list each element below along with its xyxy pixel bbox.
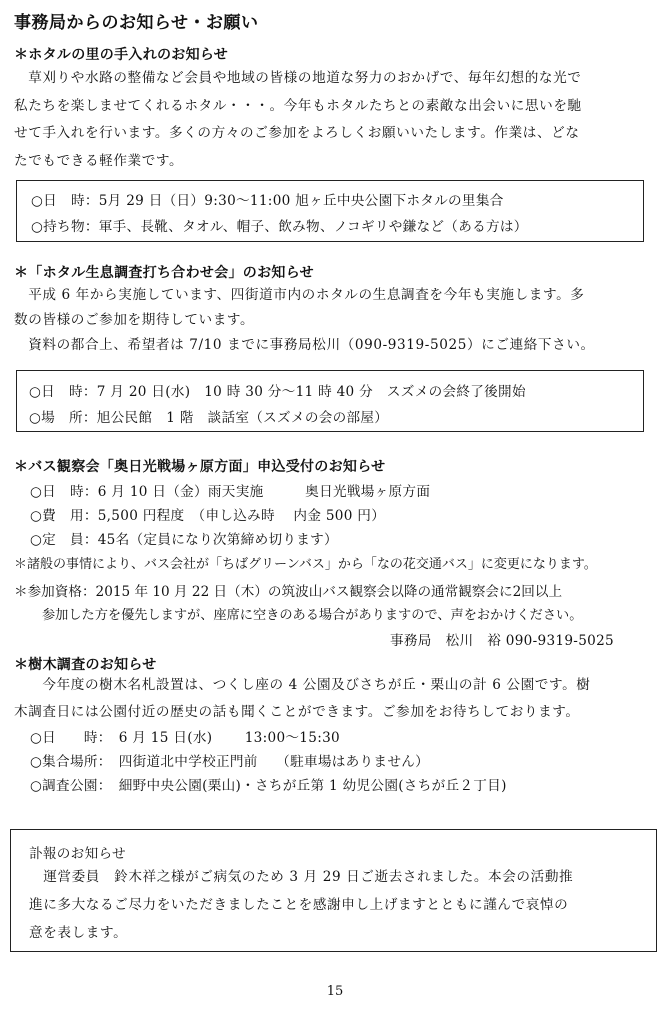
section-body-firefly-survey — [14, 283, 595, 358]
eligibility-note-continued: 参加した方を優先しますが、座席に空きのある場合がありますので、声をおかけください。 — [42, 608, 583, 623]
obituary-box — [10, 829, 657, 952]
bus-trip-cost: ○費 用：5,500 円程度 （申し込み時 内金 500 円） — [30, 508, 386, 524]
info-belongings: ○持ち物：軍手、長靴、タオル、帽子、飲み物、ノコギリや鎌など（ある方は） — [31, 219, 528, 235]
paragraph-line: 木調査日には公園付近の歴史の話も聞くことができます。ご参加をお待ちしております。 — [14, 704, 580, 720]
section-heading-bus-trip: ＊バス観察会「奥日光戦場ヶ原方面」申込受付のお知らせ — [14, 459, 386, 475]
page-number: 15 — [326, 984, 344, 999]
tree-survey-datetime: ○日 時： 6 月 15 日(水) 13:00〜15:30 — [30, 730, 340, 746]
paragraph-line: 資料の都合上、希望者は 7/10 までに事務局松川（090-9319-5025）にご連絡下さい。 — [14, 337, 595, 353]
paragraph-line: 私たちを楽しませてくれるホタル・・・。今年もホタルたちとの素敵な出会いに思いを馳 — [14, 97, 582, 114]
eligibility-note: ＊参加資格：2015 年 10 月 22 日（木）の筑波山バス観察会以降の通常観察会に2回以上 — [14, 584, 563, 600]
section-heading-firefly-survey: ＊「ホタル生息調査打ち合わせ会」のお知らせ — [14, 265, 314, 281]
tree-survey-meeting-place: ○集合場所： 四街道北中学校正門前 （駐車場はありません） — [30, 754, 430, 770]
tree-survey-parks: ○調査公園： 細野中央公園(栗山)・さちが丘第 1 幼児公園(さちが丘２丁目) — [30, 778, 507, 794]
info-box-firefly-survey — [16, 370, 644, 432]
bus-company-change-note: ＊諸般の事情により、バス会社が「ちばグリーンバス」から「なの花交通バス」に変更になります。 — [14, 557, 597, 572]
obituary-heading: 訃報のお知らせ — [29, 846, 126, 862]
section-body-firefly-maintenance — [14, 65, 582, 175]
paragraph-line: 意を表します。 — [29, 925, 128, 941]
obituary-body — [29, 863, 573, 947]
paragraph-line: 平成 6 年から実施しています、四街道市内のホタルの生息調査を今年も実施します。多 — [14, 287, 585, 303]
section-heading-firefly-maintenance: ＊ホタルの里の手入れのお知らせ — [14, 47, 229, 63]
info-datetime: ○日 時：5月 29 日（日）9:30〜11:00 旭ヶ丘中央公園下ホタルの里集合 — [31, 193, 504, 209]
paragraph-line: 数の皆様のご参加を期待しています。 — [14, 312, 255, 328]
info-location: ○場 所：旭公民館 1 階 談話室（スズメの会の部屋） — [29, 410, 389, 426]
paragraph-line: 運営委員 鈴木祥之様がご病気のため 3 月 29 日ご逝去されました。本会の活動推 — [29, 869, 574, 885]
info-box-firefly-maintenance — [16, 180, 644, 242]
paragraph-line: 草刈りや水路の整備など会員や地域の皆様の地道な努力のおかげで、毎年幻想的な光で — [14, 70, 582, 86]
paragraph-line: せて手入れを行います。多くの方々のご参加をよろしくお願いいたします。作業は、どな — [14, 125, 580, 141]
section-body-tree-survey — [14, 672, 590, 726]
bus-trip-capacity: ○定 員：45名（定員になり次第締め切ります） — [30, 532, 338, 548]
info-datetime: ○日 時：7 月 20 日(水) 10 時 30 分〜11 時 40 分 スズメの会終了後開始 — [29, 384, 526, 400]
section-heading-tree-survey: ＊樹木調査のお知らせ — [14, 657, 157, 673]
paragraph-line: たでもできる軽作業です。 — [14, 152, 184, 169]
page-title: 事務局からのお知らせ・お願い — [14, 13, 259, 33]
contact-info: 事務局 松川 裕 090-9319-5025 — [390, 633, 614, 649]
paragraph-line: 進に多大なるご尽力をいただきましたことを感謝申し上げますとともに謹んで哀悼の — [29, 897, 569, 913]
bus-trip-datetime: ○日 時：6 月 10 日（金）雨天実施 奥日光戦場ヶ原方面 — [30, 484, 431, 500]
paragraph-line: 今年度の樹木名札設置は、つくし座の 4 公園及びさちが丘・栗山の計 6 公園です。樹 — [14, 677, 591, 693]
